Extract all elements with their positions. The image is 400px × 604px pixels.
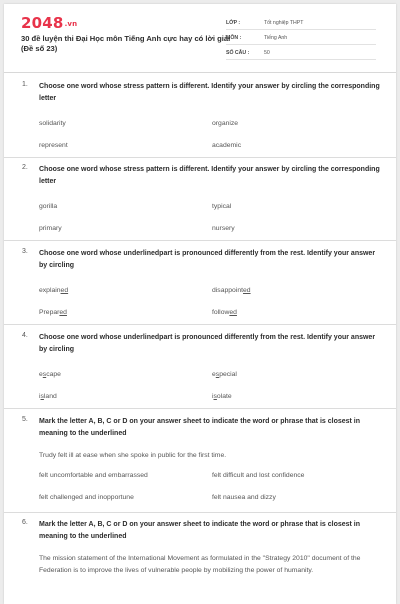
option-a[interactable]: solidarity — [39, 120, 66, 127]
question-number: 6. — [22, 519, 28, 526]
question-number: 1. — [22, 81, 28, 88]
option-a[interactable]: escape — [39, 371, 61, 378]
subject-label: MÔN : — [226, 35, 242, 41]
question-passage: Trudy felt ill at ease when she spoke in public for the first time. — [39, 452, 227, 459]
question-text: Choose one word whose underlinedpart is pronounced differently from the rest. Identify your answer by circling — [39, 250, 376, 269]
question-count-label: SỐ CÂU : — [226, 50, 250, 56]
option-c[interactable]: island — [39, 393, 57, 400]
question-divider — [4, 324, 396, 325]
class-value: Tốt nghiệp THPT — [264, 20, 304, 26]
option-b[interactable]: organize — [212, 120, 239, 127]
question-divider — [4, 512, 396, 513]
option-d[interactable]: nursery — [212, 225, 235, 232]
question-number: 4. — [22, 332, 28, 339]
question-text: Choose one word whose underlinedpart is pronounced differently from the rest. Identify your answer by circling — [39, 334, 376, 353]
option-b[interactable]: typical — [212, 203, 232, 210]
exam-header — [4, 4, 396, 73]
question-text: Mark the letter A, B, C or D on your answer sheet to indicate the word or phrase that is closest in meaning to the underlined — [39, 418, 361, 437]
question-text: Choose one word whose stress pattern is different. Identify your answer by circling the corresponding letter — [39, 166, 380, 185]
class-label: LỚP : — [226, 20, 241, 26]
question-divider — [4, 240, 396, 241]
option-b[interactable]: disappointed — [212, 287, 251, 294]
option-c[interactable]: Prepared — [39, 309, 67, 316]
question-number: 5. — [22, 416, 28, 423]
question-count-value: 50 — [264, 50, 270, 56]
question-divider — [4, 157, 396, 158]
question-number: 3. — [22, 248, 28, 255]
option-b[interactable]: felt difficult and lost confidence — [212, 472, 305, 479]
meta-count-row — [226, 47, 376, 60]
question-divider — [4, 408, 396, 409]
exam-title: 30 đề luyện thi Đại Học môn Tiếng Anh cực hay có lời giải (Đề số 23) — [21, 34, 231, 53]
question-number: 2. — [22, 164, 28, 171]
option-b[interactable]: especial — [212, 371, 237, 378]
meta-class-row — [226, 17, 376, 30]
question-text: Choose one word whose stress pattern is different. Identify your answer by circling the corresponding letter — [39, 83, 380, 102]
question-passage: The mission statement of the International Movement as formulated in the "Strategy 2010" document of the Federation is to improve the lives of vulnerable people by mobilizing the power of humanity. — [39, 555, 361, 574]
option-a[interactable]: gorilla — [39, 203, 58, 210]
option-a[interactable]: felt uncomfortable and embarrassed — [39, 472, 148, 479]
option-d[interactable]: academic — [212, 142, 242, 149]
option-c[interactable]: represent — [39, 142, 68, 149]
exam-page — [4, 4, 396, 604]
option-d[interactable]: isolate — [212, 393, 232, 400]
subject-value: Tiếng Anh — [264, 35, 288, 41]
option-a[interactable]: explained — [39, 287, 69, 294]
site-logo[interactable]: 2048.vn — [21, 14, 78, 32]
option-d[interactable]: felt nausea and dizzy — [212, 494, 276, 501]
option-c[interactable]: primary — [39, 225, 62, 232]
option-d[interactable]: followed — [212, 309, 237, 316]
question-text: Mark the letter A, B, C or D on your answer sheet to indicate the word or phrase that is closest in meaning to the underlined — [39, 521, 361, 540]
meta-subject-row — [226, 32, 376, 45]
option-c[interactable]: felt challenged and inopportune — [39, 494, 134, 501]
